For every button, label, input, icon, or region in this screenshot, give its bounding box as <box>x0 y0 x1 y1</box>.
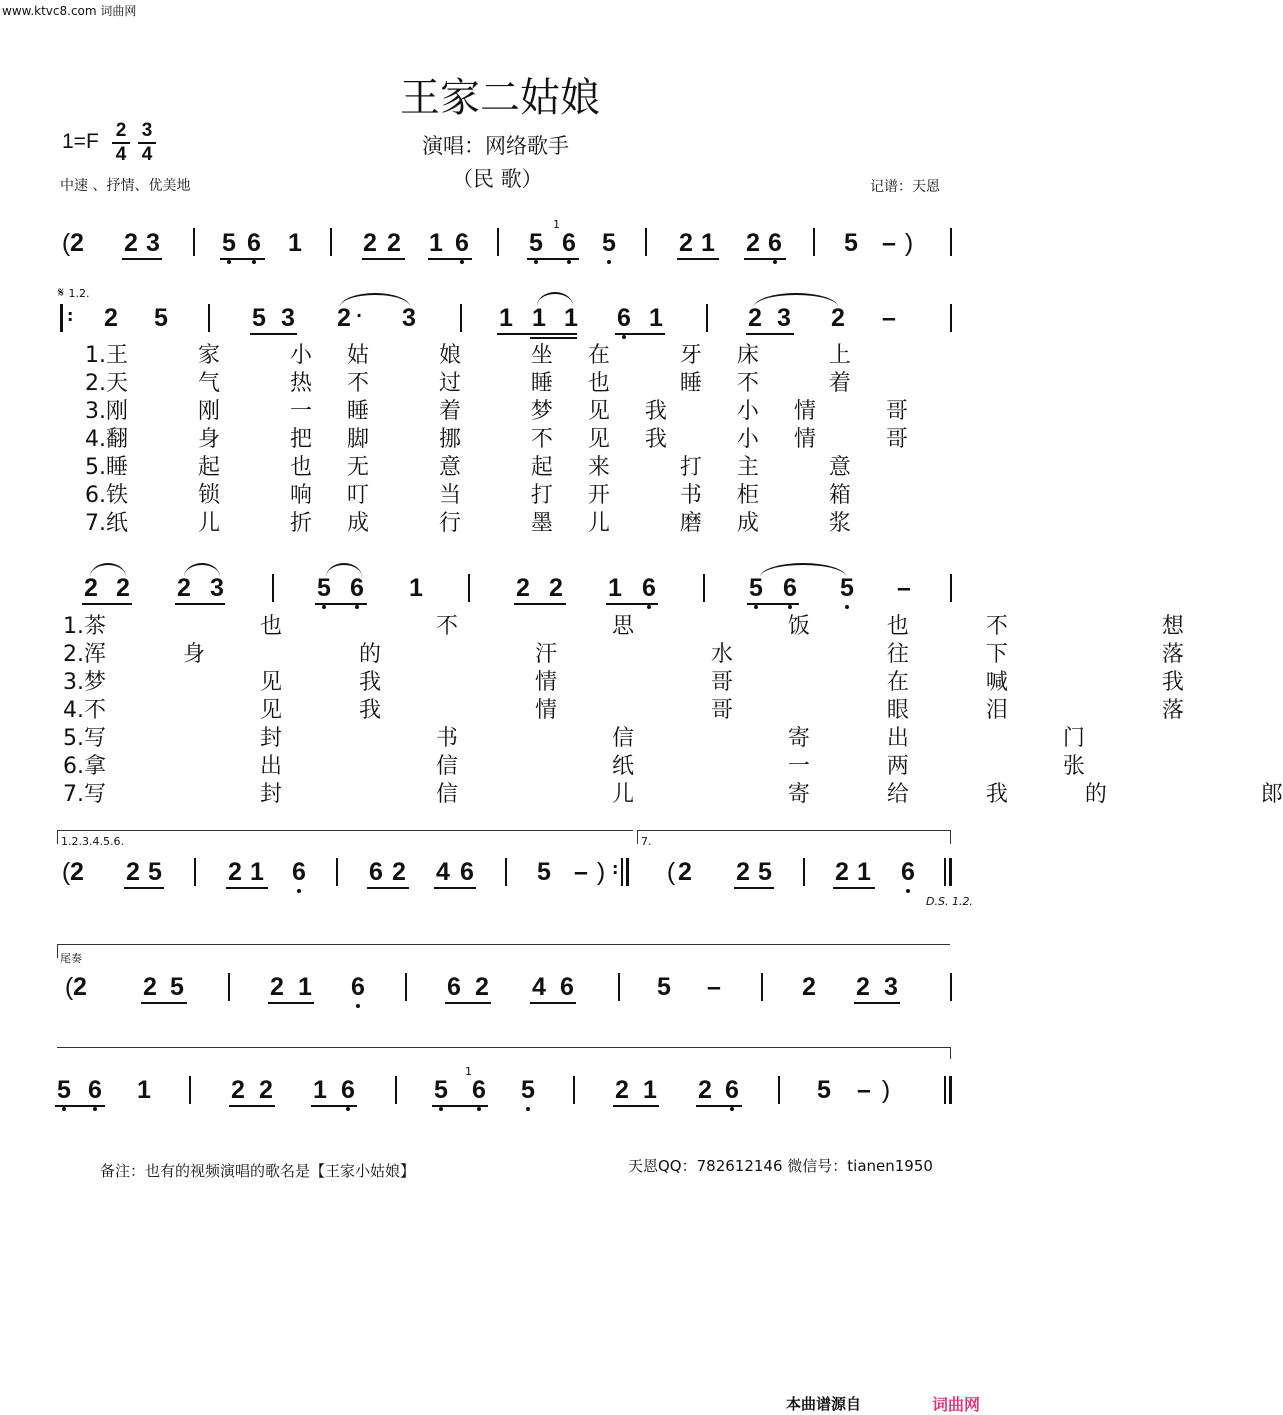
contact-info: 天恩QQ：782612146 微信号：tianen1950 <box>628 1157 933 1175</box>
lyric-line: 7.纸 儿 折 成 行 墨 儿 磨 成 浆 <box>85 511 851 536</box>
lyric-line: 5.睡 起 也 无 意 起 来 打 主 意 <box>85 455 851 480</box>
transcriber: 记谱：天恩 <box>870 179 940 195</box>
lyric-line: 4.不 见 我 情 哥 眼 泪 落 <box>63 698 1184 723</box>
lyric-line: 1.王 家 小 姑 娘 坐 在 牙 床 上 <box>85 343 851 368</box>
lyrics-block-1 <box>85 342 908 538</box>
time-signature-3-4: 3 4 <box>138 120 156 166</box>
lyric-line: 7.写 封 信 儿 寄 给 我 的 郎 <box>63 782 1283 807</box>
lyric-line: 1.茶 也 不 思 饭 也 不 想 <box>63 614 1184 639</box>
volta-1: 1.2.3.4.5.6. <box>61 835 124 848</box>
key-signature: 1=F <box>62 130 99 153</box>
lyric-line: 3.梦 见 我 情 哥 在 喊 我 <box>63 670 1184 695</box>
lyric-line: 2.天 气 热 不 过 睡 也 睡 不 着 <box>85 371 851 396</box>
footer-logo[interactable]: 词曲网 <box>932 1395 981 1414</box>
lyric-line: 2.浑 身 的 汗 水 往 下 落 <box>63 642 1184 667</box>
lyric-line: 6.铁 锁 响 叮 当 打 开 书 柜 箱 <box>85 483 851 508</box>
footer-source: 本曲谱源自 <box>786 1395 862 1413</box>
watermark: www.ktvc8.com 词曲网 <box>2 4 137 18</box>
segno-icon: 𝄋 1.2. <box>58 285 90 301</box>
coda-label: 尾奏 <box>60 952 82 965</box>
lyric-line: 3.刚 刚 一 睡 着 梦 见 我 小 情 哥 <box>85 399 908 424</box>
time-signature-2-4: 2 4 <box>112 120 130 166</box>
lyric-line: 5.写 封 书 信 寄 出 门 <box>63 726 1085 751</box>
page-title: 王家二姑娘 <box>400 75 600 121</box>
lyrics-block-2 <box>63 613 1283 809</box>
singer: 演唱：网络歌手 <box>422 134 569 158</box>
remark: 备注：也有的视频演唱的歌名是【王家小姑娘】 <box>100 1162 416 1180</box>
lyric-line: 4.翻 身 把 脚 挪 不 见 我 小 情 哥 <box>85 427 908 452</box>
tempo-marking: 中速 、抒情、优美地 <box>60 178 191 194</box>
genre: （民 歌） <box>452 167 543 191</box>
lyric-line: 6.拿 出 信 纸 一 两 张 <box>63 754 1085 779</box>
volta-2: 7. <box>641 835 652 848</box>
ds-marking: D.S. 1.2. <box>926 895 973 908</box>
